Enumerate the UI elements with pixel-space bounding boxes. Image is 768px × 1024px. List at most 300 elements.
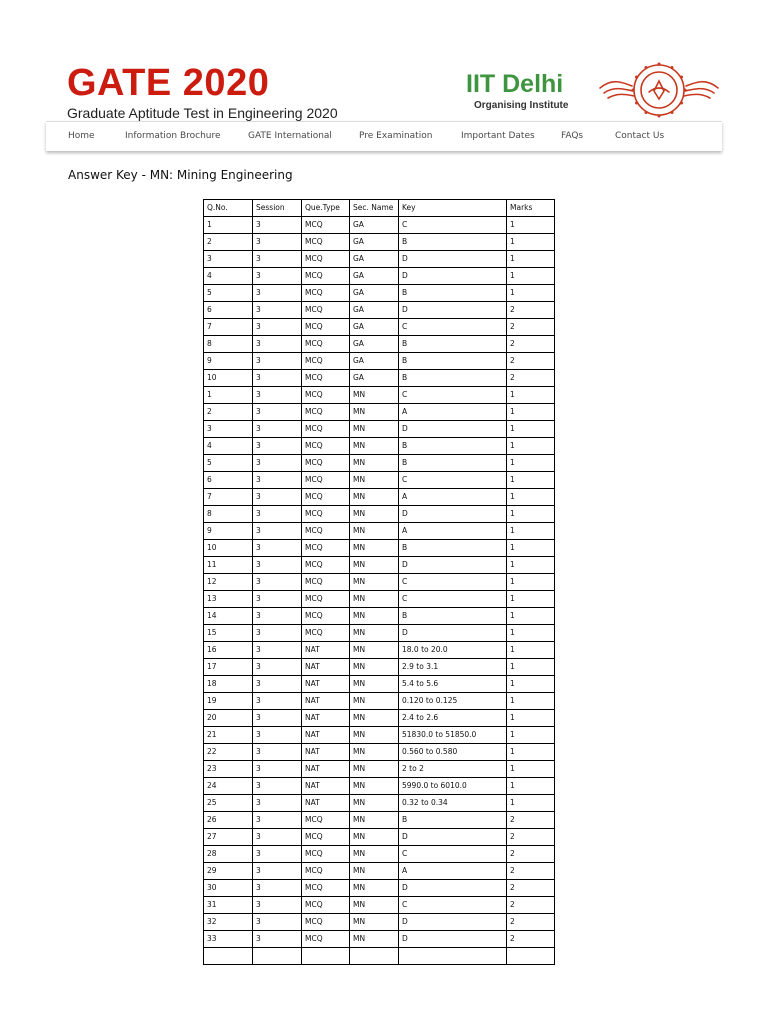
cell-key: 2.9 to 3.1 xyxy=(399,659,507,676)
table-row xyxy=(204,353,555,370)
cell-section-name: MN xyxy=(350,693,399,710)
cell-key: 2.4 to 2.6 xyxy=(399,710,507,727)
nav-gate-international[interactable]: GATE International xyxy=(248,131,332,141)
cell-session: 3 xyxy=(253,829,302,846)
cell-section-name: MN xyxy=(350,489,399,506)
cell-qno: 1 xyxy=(204,387,253,404)
cell-session: 3 xyxy=(253,438,302,455)
cell-qno: 31 xyxy=(204,897,253,914)
cell-qno: 5 xyxy=(204,285,253,302)
table-row xyxy=(204,863,555,880)
cell-key: A xyxy=(399,523,507,540)
table-row xyxy=(204,523,555,540)
cell-marks: 1 xyxy=(507,795,555,812)
answer-key-rows xyxy=(204,217,555,965)
cell-question-type: MCQ xyxy=(302,404,350,421)
cell-question-type: MCQ xyxy=(302,880,350,897)
table-header-row xyxy=(204,200,555,217)
cell-qno: 6 xyxy=(204,472,253,489)
page-title: Answer Key - MN: Mining Engineering xyxy=(68,168,293,182)
cell-marks: 2 xyxy=(507,846,555,863)
table-row xyxy=(204,404,555,421)
cell-qno: 8 xyxy=(204,336,253,353)
cell-question-type: MCQ xyxy=(302,897,350,914)
cell-session: 3 xyxy=(253,302,302,319)
cell-qno: 22 xyxy=(204,744,253,761)
cell-qno: 10 xyxy=(204,370,253,387)
cell-key: A xyxy=(399,404,507,421)
cell-question-type: NAT xyxy=(302,642,350,659)
nav-information-brochure[interactable]: Information Brochure xyxy=(125,131,221,141)
cell-key: C xyxy=(399,319,507,336)
cell-question-type: MCQ xyxy=(302,863,350,880)
cell-session: 3 xyxy=(253,336,302,353)
cell-qno: 2 xyxy=(204,234,253,251)
cell-section-name: MN xyxy=(350,914,399,931)
iit-delhi-emblem-icon[interactable] xyxy=(598,60,720,120)
table-row xyxy=(204,387,555,404)
cell-key: D xyxy=(399,302,507,319)
cell-qno: 18 xyxy=(204,676,253,693)
cell-section-name: MN xyxy=(350,608,399,625)
cell-section-name: GA xyxy=(350,285,399,302)
cell-key: 0.32 to 0.34 xyxy=(399,795,507,812)
table-row xyxy=(204,591,555,608)
cell-question-type: NAT xyxy=(302,795,350,812)
cell-question-type: MCQ xyxy=(302,251,350,268)
cell-key: C xyxy=(399,217,507,234)
cell-key: 2 to 2 xyxy=(399,761,507,778)
cell-question-type: MCQ xyxy=(302,472,350,489)
table-row xyxy=(204,251,555,268)
cell-qno: 29 xyxy=(204,863,253,880)
cell-qno: 24 xyxy=(204,778,253,795)
cell-marks xyxy=(507,948,555,965)
cell-key: C xyxy=(399,574,507,591)
table-row xyxy=(204,948,555,965)
cell-marks: 1 xyxy=(507,438,555,455)
cell-qno: 11 xyxy=(204,557,253,574)
cell-section-name: MN xyxy=(350,846,399,863)
cell-key: B xyxy=(399,370,507,387)
cell-key: A xyxy=(399,489,507,506)
cell-session: 3 xyxy=(253,659,302,676)
cell-section-name: MN xyxy=(350,829,399,846)
table-row xyxy=(204,846,555,863)
cell-section-name: MN xyxy=(350,438,399,455)
cell-session: 3 xyxy=(253,642,302,659)
cell-marks: 2 xyxy=(507,880,555,897)
cell-marks: 2 xyxy=(507,914,555,931)
organising-institute-caption: Organising Institute xyxy=(474,100,569,111)
table-row xyxy=(204,829,555,846)
cell-question-type: MCQ xyxy=(302,489,350,506)
cell-qno: 26 xyxy=(204,812,253,829)
cell-marks: 2 xyxy=(507,829,555,846)
cell-key: D xyxy=(399,625,507,642)
cell-session: 3 xyxy=(253,761,302,778)
cell-marks: 1 xyxy=(507,710,555,727)
cell-section-name: MN xyxy=(350,523,399,540)
cell-marks: 1 xyxy=(507,387,555,404)
cell-section-name: MN xyxy=(350,659,399,676)
cell-question-type: MCQ xyxy=(302,336,350,353)
cell-key: B xyxy=(399,234,507,251)
cell-question-type: MCQ xyxy=(302,608,350,625)
cell-qno: 4 xyxy=(204,268,253,285)
cell-key: D xyxy=(399,506,507,523)
table-row xyxy=(204,642,555,659)
cell-marks: 1 xyxy=(507,693,555,710)
nav-important-dates[interactable]: Important Dates xyxy=(461,131,535,141)
cell-key: D xyxy=(399,421,507,438)
cell-question-type: MCQ xyxy=(302,268,350,285)
cell-session: 3 xyxy=(253,319,302,336)
column-header-section-name: Sec. Name xyxy=(350,200,399,217)
table-row xyxy=(204,557,555,574)
table-row xyxy=(204,489,555,506)
cell-session: 3 xyxy=(253,217,302,234)
cell-marks: 2 xyxy=(507,370,555,387)
cell-marks: 1 xyxy=(507,421,555,438)
cell-key: C xyxy=(399,897,507,914)
cell-session: 3 xyxy=(253,914,302,931)
table-row xyxy=(204,880,555,897)
cell-key: B xyxy=(399,353,507,370)
cell-key: D xyxy=(399,268,507,285)
cell-qno xyxy=(204,948,253,965)
cell-session: 3 xyxy=(253,625,302,642)
cell-session: 3 xyxy=(253,693,302,710)
cell-question-type: NAT xyxy=(302,727,350,744)
table-row xyxy=(204,370,555,387)
cell-question-type: MCQ xyxy=(302,421,350,438)
cell-question-type: MCQ xyxy=(302,370,350,387)
cell-qno: 3 xyxy=(204,251,253,268)
cell-session: 3 xyxy=(253,676,302,693)
cell-qno: 23 xyxy=(204,761,253,778)
cell-section-name: GA xyxy=(350,234,399,251)
cell-marks: 2 xyxy=(507,336,555,353)
cell-qno: 4 xyxy=(204,438,253,455)
cell-qno: 14 xyxy=(204,608,253,625)
table-row xyxy=(204,285,555,302)
cell-marks: 1 xyxy=(507,574,555,591)
cell-marks: 2 xyxy=(507,897,555,914)
cell-marks: 1 xyxy=(507,455,555,472)
answer-key-table xyxy=(203,199,555,965)
table-row xyxy=(204,727,555,744)
cell-session: 3 xyxy=(253,727,302,744)
cell-section-name: GA xyxy=(350,217,399,234)
cell-session: 3 xyxy=(253,489,302,506)
column-header-key: Key xyxy=(399,200,507,217)
cell-marks: 1 xyxy=(507,251,555,268)
cell-question-type: MCQ xyxy=(302,506,350,523)
cell-session: 3 xyxy=(253,931,302,948)
column-header-session: Session xyxy=(253,200,302,217)
cell-key: B xyxy=(399,540,507,557)
cell-session: 3 xyxy=(253,744,302,761)
cell-section-name: GA xyxy=(350,268,399,285)
table-row xyxy=(204,234,555,251)
cell-section-name: MN xyxy=(350,557,399,574)
cell-section-name: MN xyxy=(350,744,399,761)
table-row xyxy=(204,676,555,693)
cell-key: B xyxy=(399,285,507,302)
cell-marks: 1 xyxy=(507,506,555,523)
table-row xyxy=(204,421,555,438)
table-row xyxy=(204,574,555,591)
cell-question-type: MCQ xyxy=(302,319,350,336)
cell-qno: 2 xyxy=(204,404,253,421)
cell-session: 3 xyxy=(253,591,302,608)
cell-question-type: NAT xyxy=(302,710,350,727)
table-row xyxy=(204,268,555,285)
cell-question-type: MCQ xyxy=(302,625,350,642)
cell-question-type: MCQ xyxy=(302,234,350,251)
cell-question-type: MCQ xyxy=(302,302,350,319)
cell-section-name: MN xyxy=(350,421,399,438)
cell-marks: 1 xyxy=(507,727,555,744)
table-row xyxy=(204,931,555,948)
cell-marks: 2 xyxy=(507,863,555,880)
cell-key: B xyxy=(399,812,507,829)
cell-key: B xyxy=(399,336,507,353)
cell-section-name: MN xyxy=(350,625,399,642)
cell-key: 18.0 to 20.0 xyxy=(399,642,507,659)
cell-section-name: MN xyxy=(350,761,399,778)
emblem-graphic xyxy=(598,60,720,120)
cell-qno: 17 xyxy=(204,659,253,676)
column-header-marks: Marks xyxy=(507,200,555,217)
cell-qno: 6 xyxy=(204,302,253,319)
cell-question-type: MCQ xyxy=(302,591,350,608)
cell-section-name: MN xyxy=(350,472,399,489)
cell-question-type: MCQ xyxy=(302,557,350,574)
cell-session: 3 xyxy=(253,608,302,625)
table-row xyxy=(204,914,555,931)
cell-key: D xyxy=(399,931,507,948)
cell-section-name: MN xyxy=(350,778,399,795)
cell-section-name: MN xyxy=(350,676,399,693)
cell-key: D xyxy=(399,914,507,931)
cell-session: 3 xyxy=(253,251,302,268)
cell-section-name: MN xyxy=(350,591,399,608)
cell-key: B xyxy=(399,438,507,455)
cell-key: 5990.0 to 6010.0 xyxy=(399,778,507,795)
cell-session: 3 xyxy=(253,506,302,523)
cell-section-name: GA xyxy=(350,370,399,387)
cell-key: C xyxy=(399,591,507,608)
cell-section-name: MN xyxy=(350,387,399,404)
cell-question-type: MCQ xyxy=(302,931,350,948)
cell-qno: 25 xyxy=(204,795,253,812)
table-row xyxy=(204,319,555,336)
cell-section-name: MN xyxy=(350,506,399,523)
cell-section-name xyxy=(350,948,399,965)
cell-question-type xyxy=(302,948,350,965)
cell-section-name: MN xyxy=(350,455,399,472)
cell-marks: 1 xyxy=(507,285,555,302)
cell-question-type: NAT xyxy=(302,744,350,761)
cell-section-name: GA xyxy=(350,353,399,370)
table-row xyxy=(204,336,555,353)
cell-marks: 1 xyxy=(507,489,555,506)
cell-session: 3 xyxy=(253,268,302,285)
column-header-qno: Q.No. xyxy=(204,200,253,217)
cell-question-type: NAT xyxy=(302,676,350,693)
column-header-question-type: Que.Type xyxy=(302,200,350,217)
cell-marks: 1 xyxy=(507,625,555,642)
cell-session: 3 xyxy=(253,846,302,863)
cell-session: 3 xyxy=(253,778,302,795)
cell-qno: 3 xyxy=(204,421,253,438)
cell-qno: 9 xyxy=(204,353,253,370)
cell-qno: 30 xyxy=(204,880,253,897)
site-subtitle: Graduate Aptitude Test in Engineering 2020 xyxy=(67,105,338,121)
cell-section-name: MN xyxy=(350,795,399,812)
cell-section-name: GA xyxy=(350,251,399,268)
cell-key: D xyxy=(399,880,507,897)
cell-session: 3 xyxy=(253,455,302,472)
cell-qno: 33 xyxy=(204,931,253,948)
cell-question-type: MCQ xyxy=(302,455,350,472)
cell-qno: 8 xyxy=(204,506,253,523)
cell-qno: 7 xyxy=(204,489,253,506)
table-row xyxy=(204,455,555,472)
cell-qno: 20 xyxy=(204,710,253,727)
cell-section-name: MN xyxy=(350,727,399,744)
cell-key: D xyxy=(399,251,507,268)
cell-question-type: MCQ xyxy=(302,387,350,404)
site-title[interactable]: GATE 2020 xyxy=(67,62,270,104)
cell-marks: 1 xyxy=(507,676,555,693)
cell-question-type: MCQ xyxy=(302,438,350,455)
table-row xyxy=(204,710,555,727)
cell-session: 3 xyxy=(253,404,302,421)
cell-question-type: NAT xyxy=(302,761,350,778)
table-row xyxy=(204,693,555,710)
cell-session: 3 xyxy=(253,574,302,591)
cell-marks: 1 xyxy=(507,540,555,557)
cell-session: 3 xyxy=(253,285,302,302)
cell-section-name: MN xyxy=(350,931,399,948)
cell-session: 3 xyxy=(253,353,302,370)
cell-question-type: MCQ xyxy=(302,574,350,591)
cell-marks: 1 xyxy=(507,608,555,625)
cell-session: 3 xyxy=(253,472,302,489)
table-row xyxy=(204,761,555,778)
cell-question-type: NAT xyxy=(302,659,350,676)
table-row xyxy=(204,506,555,523)
table-row xyxy=(204,778,555,795)
cell-key: C xyxy=(399,846,507,863)
cell-marks: 2 xyxy=(507,353,555,370)
cell-session: 3 xyxy=(253,540,302,557)
cell-section-name: MN xyxy=(350,642,399,659)
cell-marks: 1 xyxy=(507,404,555,421)
cell-marks: 2 xyxy=(507,812,555,829)
cell-qno: 19 xyxy=(204,693,253,710)
cell-question-type: NAT xyxy=(302,693,350,710)
cell-section-name: GA xyxy=(350,336,399,353)
cell-qno: 16 xyxy=(204,642,253,659)
cell-marks: 1 xyxy=(507,472,555,489)
cell-key: B xyxy=(399,608,507,625)
cell-session: 3 xyxy=(253,897,302,914)
cell-question-type: NAT xyxy=(302,778,350,795)
cell-qno: 28 xyxy=(204,846,253,863)
cell-qno: 27 xyxy=(204,829,253,846)
cell-qno: 5 xyxy=(204,455,253,472)
cell-marks: 1 xyxy=(507,659,555,676)
cell-qno: 32 xyxy=(204,914,253,931)
cell-section-name: MN xyxy=(350,404,399,421)
cell-marks: 2 xyxy=(507,931,555,948)
cell-section-name: MN xyxy=(350,880,399,897)
cell-section-name: MN xyxy=(350,897,399,914)
cell-marks: 1 xyxy=(507,268,555,285)
cell-marks: 1 xyxy=(507,234,555,251)
cell-marks: 1 xyxy=(507,591,555,608)
cell-qno: 12 xyxy=(204,574,253,591)
cell-question-type: MCQ xyxy=(302,285,350,302)
cell-session: 3 xyxy=(253,234,302,251)
table-row xyxy=(204,302,555,319)
cell-session: 3 xyxy=(253,421,302,438)
cell-qno: 9 xyxy=(204,523,253,540)
nav-contact-us[interactable]: Contact Us xyxy=(615,131,665,141)
cell-session: 3 xyxy=(253,523,302,540)
cell-section-name: MN xyxy=(350,710,399,727)
cell-key: 0.120 to 0.125 xyxy=(399,693,507,710)
cell-question-type: MCQ xyxy=(302,523,350,540)
cell-marks: 1 xyxy=(507,557,555,574)
cell-section-name: MN xyxy=(350,863,399,880)
cell-session: 3 xyxy=(253,812,302,829)
cell-question-type: MCQ xyxy=(302,812,350,829)
nav-home[interactable]: Home xyxy=(68,131,95,141)
cell-session: 3 xyxy=(253,557,302,574)
cell-marks: 2 xyxy=(507,319,555,336)
table-row xyxy=(204,625,555,642)
cell-key: D xyxy=(399,557,507,574)
cell-key: C xyxy=(399,387,507,404)
cell-marks: 1 xyxy=(507,217,555,234)
cell-qno: 15 xyxy=(204,625,253,642)
table-row xyxy=(204,659,555,676)
cell-question-type: MCQ xyxy=(302,540,350,557)
table-row xyxy=(204,438,555,455)
cell-section-name: MN xyxy=(350,812,399,829)
cell-question-type: MCQ xyxy=(302,217,350,234)
cell-key: B xyxy=(399,455,507,472)
cell-question-type: MCQ xyxy=(302,353,350,370)
cell-session: 3 xyxy=(253,370,302,387)
nav-pre-examination[interactable]: Pre Examination xyxy=(359,131,433,141)
cell-marks: 2 xyxy=(507,302,555,319)
cell-section-name: MN xyxy=(350,540,399,557)
table-row xyxy=(204,897,555,914)
cell-session: 3 xyxy=(253,863,302,880)
table-row xyxy=(204,472,555,489)
cell-key: D xyxy=(399,829,507,846)
cell-question-type: MCQ xyxy=(302,914,350,931)
table-row xyxy=(204,217,555,234)
nav-faqs[interactable]: FAQs xyxy=(561,131,584,141)
cell-qno: 21 xyxy=(204,727,253,744)
